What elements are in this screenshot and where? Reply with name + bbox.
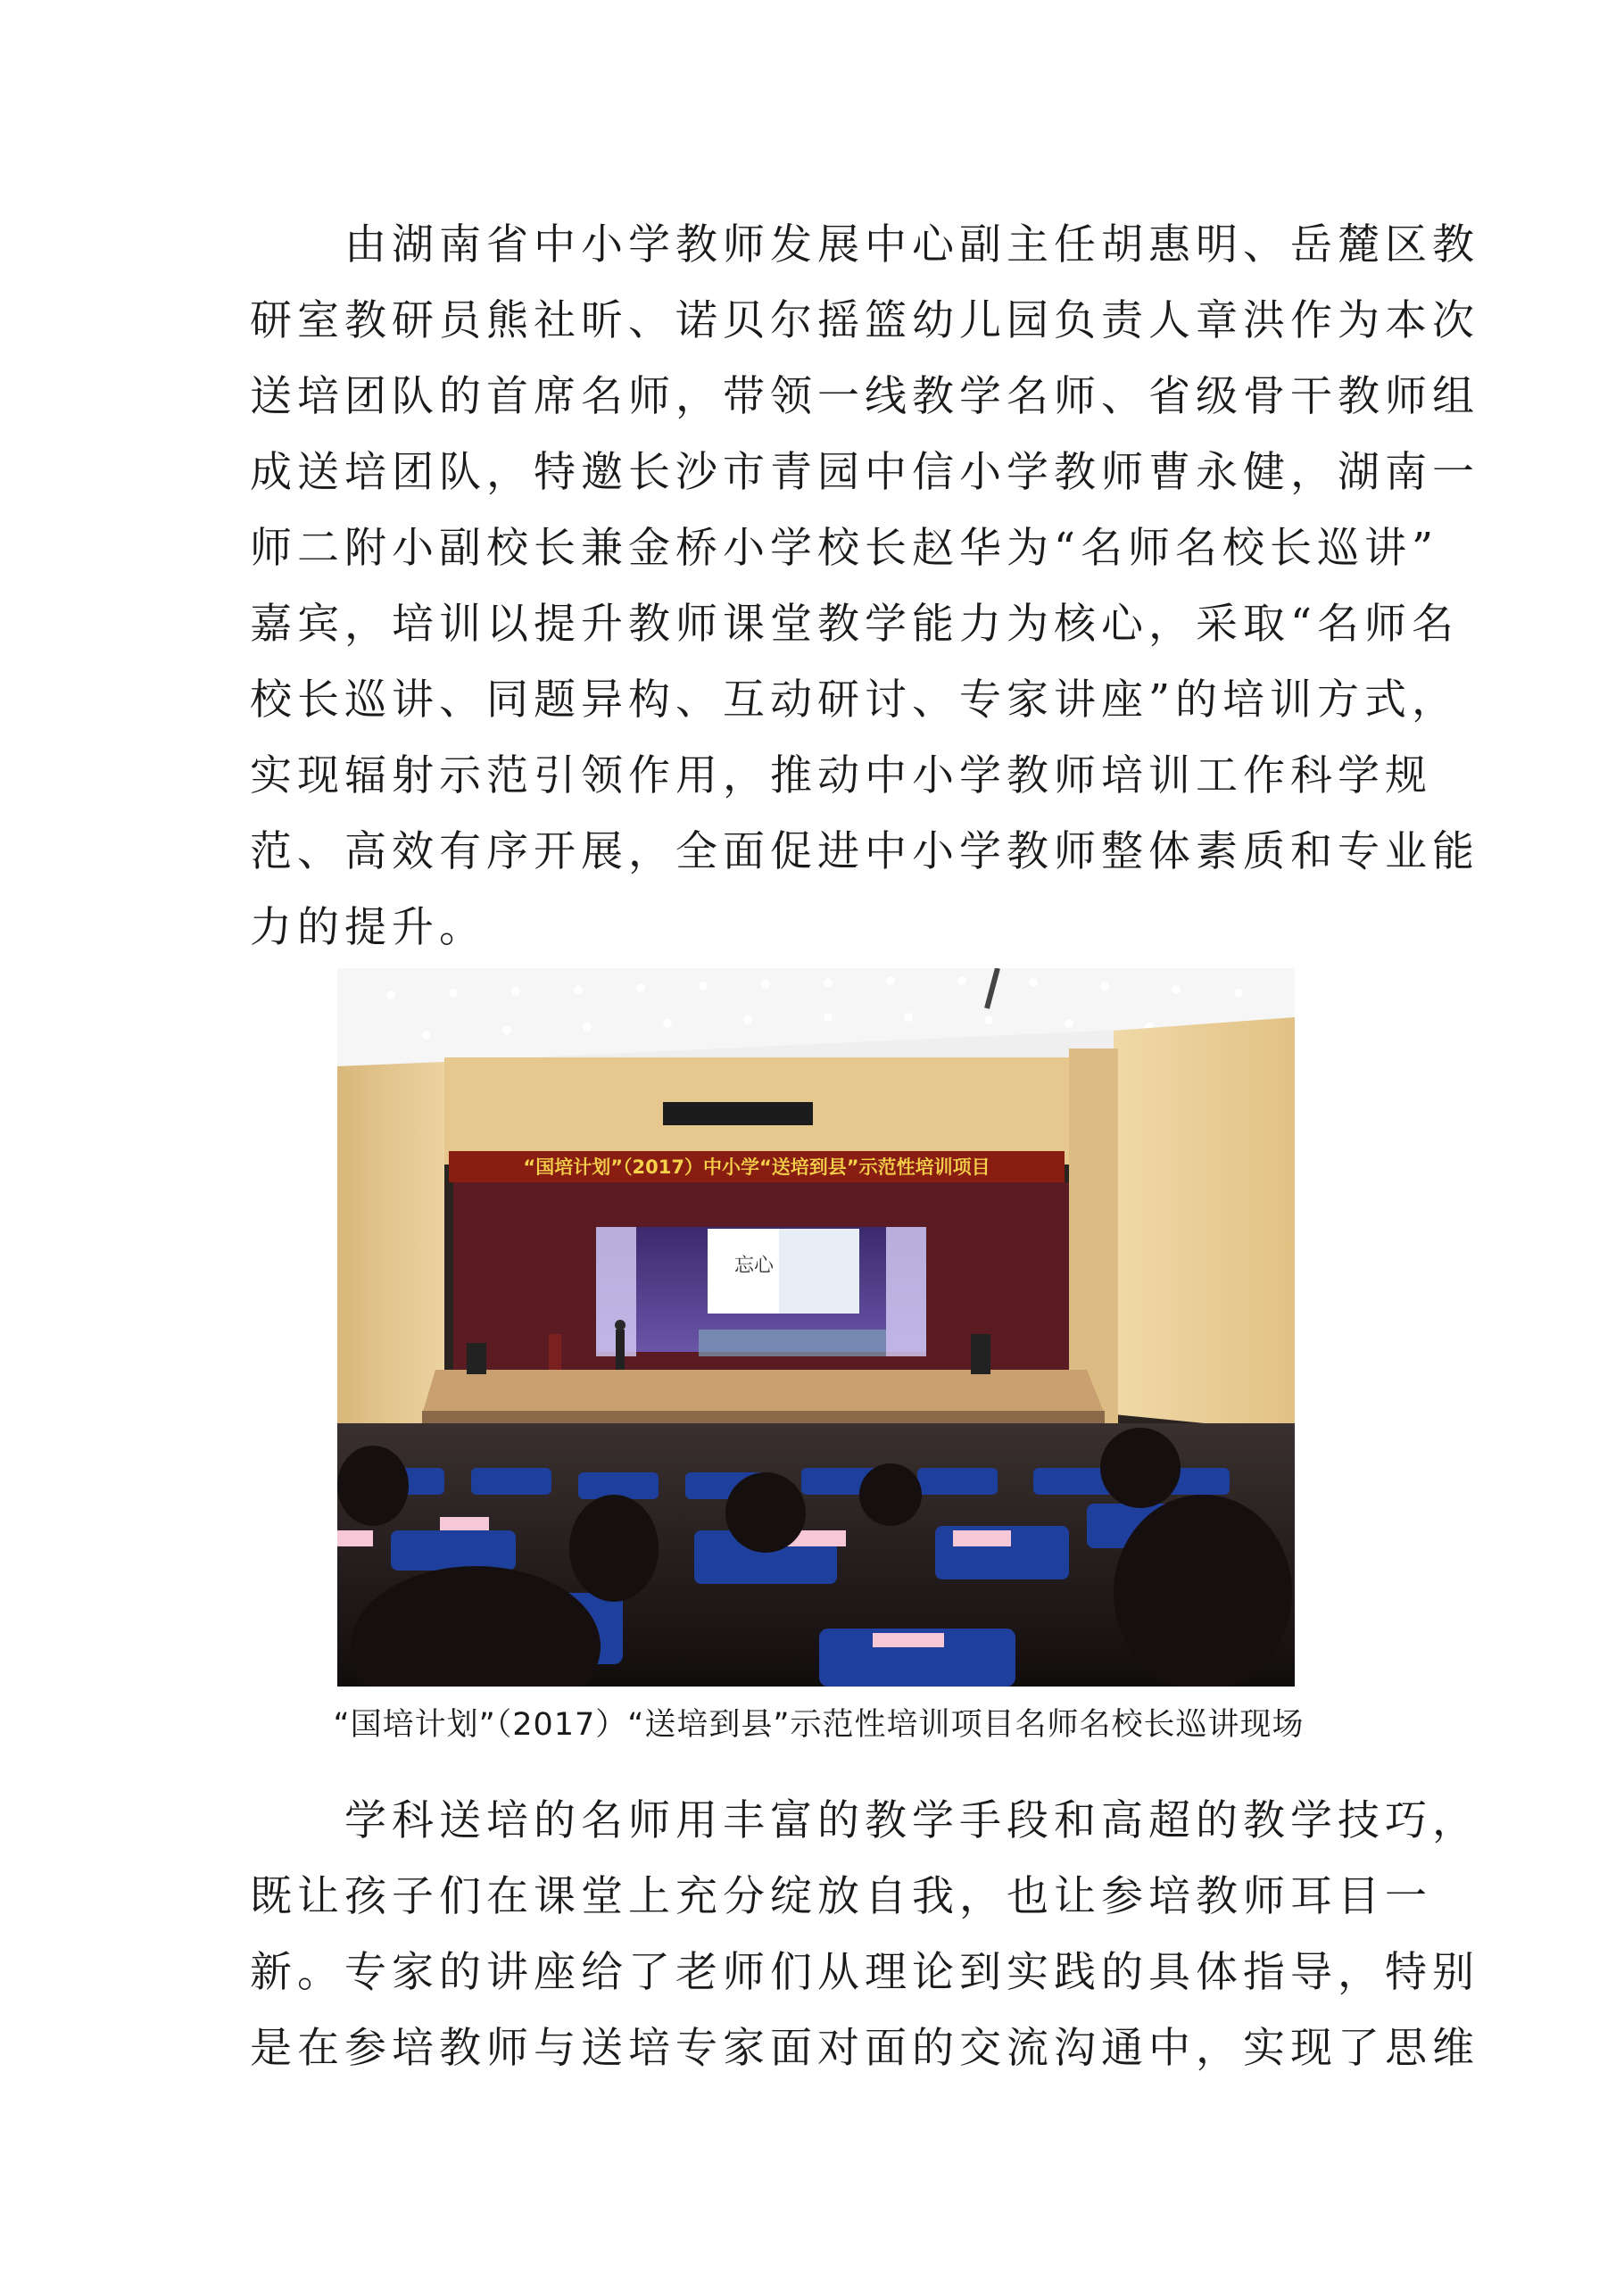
screen-text: 忘心 xyxy=(734,1255,775,1277)
stage-banner-text: “国培计划”（2017）中小学“送培到县”示范性培训项目 xyxy=(523,1156,990,1178)
paragraph-line: 力的提升。 xyxy=(250,903,486,952)
paragraph-line: 学科送培的名师用丰富的教学手段和高超的教学技巧， xyxy=(250,1796,1479,1845)
stage-floor xyxy=(422,1370,1105,1414)
wall-vent xyxy=(663,1102,813,1125)
speaker-figure xyxy=(616,1330,625,1370)
auditorium-photo xyxy=(337,968,1295,1687)
paragraph-intro xyxy=(250,207,1479,966)
paragraph-training xyxy=(250,1783,1479,2086)
paragraph-line: 成送培团队，特邀长沙市青园中信小学教师曹永健，湖南一 xyxy=(250,448,1479,497)
paragraph-line: 既让孩子们在课堂上充分绽放自我，也让参培教师耳目一 xyxy=(250,1872,1432,1921)
paragraph-line: 范、高效有序开展，全面促进中小学教师整体素质和专业能 xyxy=(250,827,1479,876)
left-wall xyxy=(337,1062,444,1450)
paragraph-line: 新。专家的讲座给了老师们从理论到实践的具体指导，特别 xyxy=(250,1948,1479,1997)
figure-caption: “国培计划”（2017）“送培到县”示范性培训项目名师名校长巡讲现场 xyxy=(333,1707,1305,1743)
paragraph-line: 由湖南省中小学教师发展中心副主任胡惠明、岳麓区教 xyxy=(250,220,1479,269)
paragraph-line: 校长巡讲、同题异构、互动研讨、专家讲座”的培训方式， xyxy=(250,676,1460,725)
paragraph-line: 是在参培教师与送培专家面对面的交流沟通中，实现了思维 xyxy=(250,2024,1479,2073)
paragraph-line: 研室教研员熊社昕、诺贝尔摇篮幼儿园负责人章洪作为本次 xyxy=(250,296,1479,345)
right-wall xyxy=(1114,1017,1295,1432)
paragraph-line: 送培团队的首席名师，带领一线教学名师、省级骨干教师组 xyxy=(250,372,1479,421)
podium xyxy=(549,1334,561,1370)
paragraph-line: 实现辐射示范引领作用，推动中小学教师培训工作科学规 xyxy=(250,751,1432,800)
paragraph-line: 嘉宾，培训以提升教师课堂教学能力为核心，采取“名师名 xyxy=(250,600,1460,649)
auditorium-illustration xyxy=(337,968,1295,1687)
paragraph-line: 师二附小副校长兼金桥小学校长赵华为“名师名校长巡讲” xyxy=(250,524,1439,573)
